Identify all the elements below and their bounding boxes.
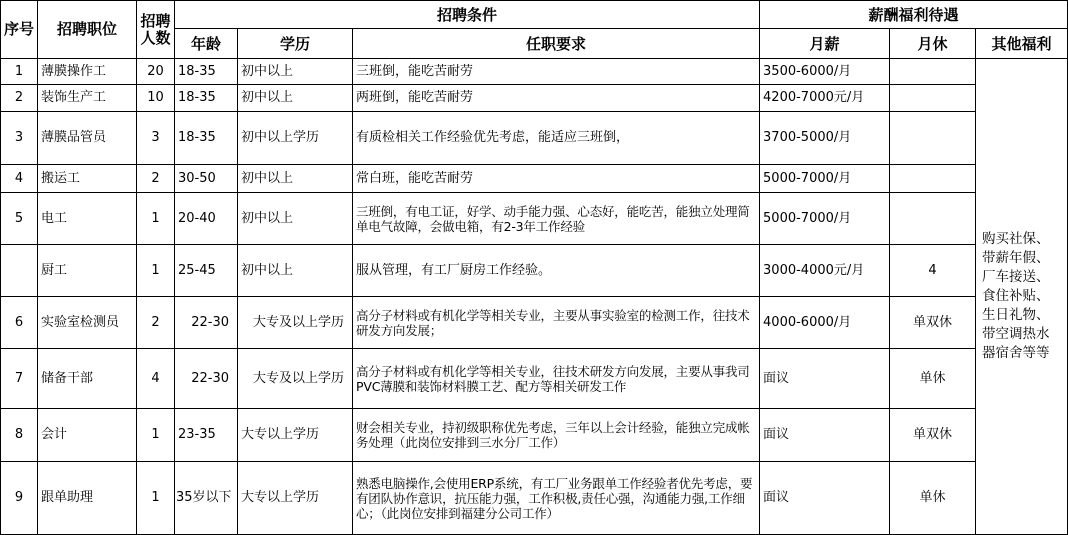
cell-salary: 3700-5000/月 bbox=[760, 112, 890, 165]
other-benefits-cell: 购买社保、带薪年假、厂车接送、食住补贴、生日礼物、带空调热水器宿舍等等 bbox=[976, 59, 1068, 535]
cell-count: 4 bbox=[137, 349, 175, 409]
cell-index: 1 bbox=[1, 59, 38, 85]
cell-index: 8 bbox=[1, 409, 38, 462]
cell-position: 搬运工 bbox=[38, 165, 137, 193]
cell-requirements: 高分子材料或有机化学等相关专业，往技术研发方向发展，主要从事我司PVC薄膜和装饰材料膜工艺、配方等相关研发工作 bbox=[353, 349, 760, 409]
table-row bbox=[1, 245, 1068, 297]
cell-position: 储备干部 bbox=[38, 349, 137, 409]
table-row bbox=[1, 165, 1068, 193]
cell-index: 7 bbox=[1, 349, 38, 409]
cell-count: 1 bbox=[137, 462, 175, 535]
header-row-1 bbox=[1, 1, 1068, 29]
header-other-benefits: 其他福利 bbox=[976, 29, 1068, 59]
cell-days-off bbox=[890, 193, 976, 245]
table-row bbox=[1, 462, 1068, 535]
cell-requirements: 有质检相关工作经验优先考虑，能适应三班倒， bbox=[353, 112, 760, 165]
header-salary: 月薪 bbox=[760, 29, 890, 59]
cell-count: 10 bbox=[137, 85, 175, 112]
cell-requirements: 三班倒，有电工证，好学、动手能力强、心态好，能吃苦，能独立处理简单电气故障，会做电箱，有2-3年工作经验 bbox=[353, 193, 760, 245]
cell-index: 3 bbox=[1, 112, 38, 165]
cell-requirements: 三班倒，能吃苦耐劳 bbox=[353, 59, 760, 85]
cell-salary: 3000-4000元/月 bbox=[760, 245, 890, 297]
cell-education: 初中以上学历 bbox=[238, 112, 353, 165]
table-row bbox=[1, 349, 1068, 409]
cell-age: 35岁以下 bbox=[175, 462, 238, 535]
header-days-off: 月休 bbox=[890, 29, 976, 59]
cell-age: 18-35 bbox=[175, 85, 238, 112]
cell-count: 3 bbox=[137, 112, 175, 165]
cell-position: 实验室检测员 bbox=[38, 297, 137, 349]
cell-days-off: 4 bbox=[890, 245, 976, 297]
cell-count: 1 bbox=[137, 409, 175, 462]
cell-education: 大专以上学历 bbox=[238, 409, 353, 462]
table-row bbox=[1, 297, 1068, 349]
cell-position: 电工 bbox=[38, 193, 137, 245]
cell-requirements: 高分子材料或有机化学等相关专业，主要从事实验室的检测工作，往技术研发方向发展； bbox=[353, 297, 760, 349]
cell-salary: 4000-6000/月 bbox=[760, 297, 890, 349]
cell-salary: 3500-6000/月 bbox=[760, 59, 890, 85]
cell-education: 初中以上 bbox=[238, 193, 353, 245]
cell-days-off bbox=[890, 165, 976, 193]
cell-position: 薄膜操作工 bbox=[38, 59, 137, 85]
cell-salary: 5000-7000/月 bbox=[760, 165, 890, 193]
cell-education: 初中以上 bbox=[238, 245, 353, 297]
cell-position: 薄膜品管员 bbox=[38, 112, 137, 165]
cell-days-off: 单双休 bbox=[890, 409, 976, 462]
cell-education: 大专及以上学历 bbox=[238, 349, 353, 409]
table-row bbox=[1, 112, 1068, 165]
table-row bbox=[1, 85, 1068, 112]
cell-index: 2 bbox=[1, 85, 38, 112]
table-row bbox=[1, 409, 1068, 462]
header-education: 学历 bbox=[238, 29, 353, 59]
header-requirements: 任职要求 bbox=[353, 29, 760, 59]
cell-count: 2 bbox=[137, 165, 175, 193]
cell-position: 会计 bbox=[38, 409, 137, 462]
cell-age: 23-35 bbox=[175, 409, 238, 462]
cell-age: 22-30 bbox=[175, 297, 238, 349]
cell-days-off: 单休 bbox=[890, 462, 976, 535]
cell-count: 1 bbox=[137, 245, 175, 297]
cell-salary: 4200-7000元/月 bbox=[760, 85, 890, 112]
cell-days-off bbox=[890, 112, 976, 165]
cell-days-off bbox=[890, 85, 976, 112]
cell-count: 20 bbox=[137, 59, 175, 85]
cell-salary: 面议 bbox=[760, 349, 890, 409]
cell-education: 大专及以上学历 bbox=[238, 297, 353, 349]
cell-age: 30-50 bbox=[175, 165, 238, 193]
cell-age: 25-45 bbox=[175, 245, 238, 297]
cell-count: 2 bbox=[137, 297, 175, 349]
table-row bbox=[1, 193, 1068, 245]
table-row bbox=[1, 59, 1068, 85]
cell-age: 20-40 bbox=[175, 193, 238, 245]
header-position: 招聘职位 bbox=[38, 1, 137, 59]
cell-index: 5 bbox=[1, 193, 38, 245]
cell-index: 6 bbox=[1, 297, 38, 349]
cell-requirements: 两班倒，能吃苦耐劳 bbox=[353, 85, 760, 112]
header-conditions: 招聘条件 bbox=[175, 1, 760, 29]
cell-days-off bbox=[890, 59, 976, 85]
cell-education: 大专以上学历 bbox=[238, 462, 353, 535]
header-index: 序号 bbox=[1, 1, 38, 59]
cell-education: 初中以上 bbox=[238, 85, 353, 112]
cell-days-off: 单休 bbox=[890, 349, 976, 409]
cell-requirements: 熟悉电脑操作,会使用ERP系统，有工厂业务跟单工作经验者优先考虑，要有团队协作意识，抗压能力强，工作积极,责任心强，沟通能力强,工作细心；（此岗位安排到福建分公司工作） bbox=[353, 462, 760, 535]
cell-salary: 面议 bbox=[760, 409, 890, 462]
cell-age: 18-35 bbox=[175, 59, 238, 85]
cell-requirements: 财会相关专业，持初级职称优先考虑，三年以上会计经验，能独立完成帐务处理（此岗位安排到三水分厂工作） bbox=[353, 409, 760, 462]
cell-age: 22-30 bbox=[175, 349, 238, 409]
cell-requirements: 服从管理，有工厂厨房工作经验。 bbox=[353, 245, 760, 297]
header-age: 年龄 bbox=[175, 29, 238, 59]
cell-index: 9 bbox=[1, 462, 38, 535]
cell-position: 厨工 bbox=[38, 245, 137, 297]
header-count: 招聘人数 bbox=[137, 1, 175, 59]
cell-index bbox=[1, 245, 38, 297]
cell-index: 4 bbox=[1, 165, 38, 193]
cell-education: 初中以上 bbox=[238, 165, 353, 193]
cell-days-off: 单双休 bbox=[890, 297, 976, 349]
cell-position: 跟单助理 bbox=[38, 462, 137, 535]
cell-salary: 5000-7000/月 bbox=[760, 193, 890, 245]
cell-education: 初中以上 bbox=[238, 59, 353, 85]
header-compensation: 薪酬福利待遇 bbox=[760, 1, 1068, 29]
cell-requirements: 常白班，能吃苦耐劳 bbox=[353, 165, 760, 193]
cell-count: 1 bbox=[137, 193, 175, 245]
cell-position: 装饰生产工 bbox=[38, 85, 137, 112]
cell-age: 18-35 bbox=[175, 112, 238, 165]
cell-salary: 面议 bbox=[760, 462, 890, 535]
